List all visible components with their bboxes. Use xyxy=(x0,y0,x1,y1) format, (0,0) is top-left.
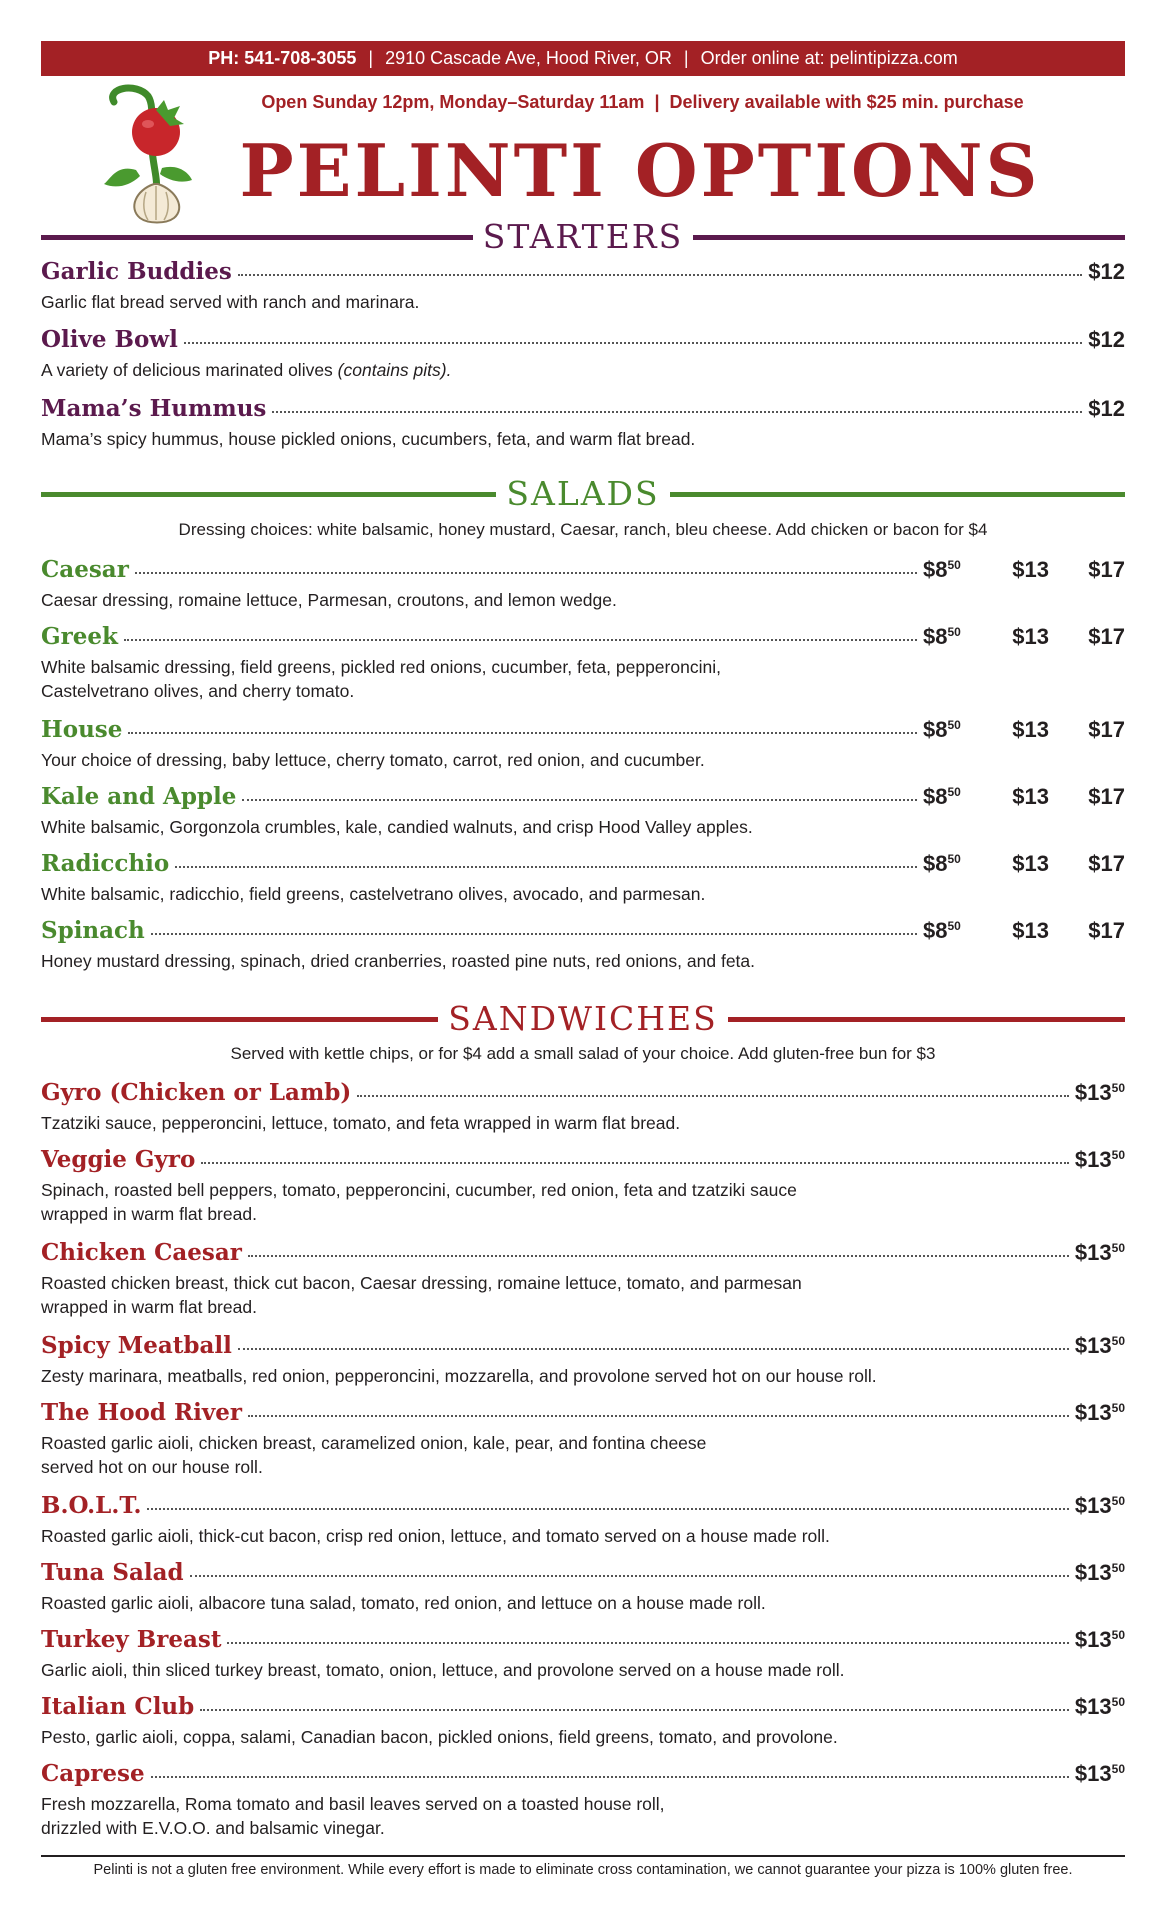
dot-leader xyxy=(124,639,917,641)
item-name: Spinach xyxy=(41,917,145,944)
item-price xyxy=(1075,1627,1125,1653)
price-dollars: $13 xyxy=(1074,1627,1112,1652)
menu-item xyxy=(41,1626,1125,1682)
dot-leader xyxy=(147,1508,1068,1510)
price-dollars: $13 xyxy=(1074,1493,1112,1518)
divider xyxy=(41,235,473,240)
price-large: $17 xyxy=(1088,851,1125,876)
item-name: Gyro (Chicken or Lamb) xyxy=(41,1079,352,1106)
price-dollars: $8 xyxy=(923,851,948,876)
item-name: Caesar xyxy=(41,556,129,583)
item-description-cont: Castelvetrano olives, and cherry tomato. xyxy=(41,681,355,701)
divider xyxy=(670,492,1125,497)
price-large: $17 xyxy=(1088,624,1125,649)
menu-item xyxy=(41,1399,1125,1479)
price-dollars: $13 xyxy=(1074,1400,1112,1425)
delivery-info: Delivery available with $25 min. purchase xyxy=(669,92,1024,112)
salads-heading xyxy=(41,472,1125,516)
menu-item xyxy=(41,716,1125,772)
item-description xyxy=(41,358,1125,382)
price-cents: 50 xyxy=(1111,1561,1125,1575)
item-price: $12 xyxy=(1088,396,1125,421)
item-description-text: A variety of delicious marinated olives xyxy=(41,360,338,380)
price-dollars: $13 xyxy=(1074,1333,1112,1358)
dot-leader xyxy=(242,799,917,801)
divider xyxy=(728,1017,1125,1022)
price-medium: $13 xyxy=(1012,717,1049,742)
price-large: $17 xyxy=(1088,557,1125,582)
item-name: Turkey Breast xyxy=(41,1626,222,1653)
item-name: House xyxy=(41,716,123,743)
dot-leader xyxy=(238,274,1082,276)
item-name: Radicchio xyxy=(41,850,170,877)
price-dollars: $13 xyxy=(1074,1560,1112,1585)
item-description: Roasted garlic aioli, chicken breast, caramelized onion, kale, pear, and fontina cheese xyxy=(41,1433,707,1453)
hours-line xyxy=(160,92,1125,113)
item-description: Your choice of dressing, baby lettuce, cherry tomato, carrot, red onion, and cucumber. xyxy=(41,750,705,770)
dot-leader xyxy=(201,1162,1069,1164)
item-price xyxy=(1075,1400,1125,1426)
item-name: B.O.L.T. xyxy=(41,1492,142,1519)
item-price xyxy=(1075,1761,1125,1787)
price-cents: 50 xyxy=(1111,1401,1125,1415)
price-small xyxy=(923,784,973,810)
divider xyxy=(693,235,1125,240)
section-title: SANDWICHES xyxy=(448,999,718,1038)
section-title: STARTERS xyxy=(482,217,684,256)
dot-leader xyxy=(200,1709,1069,1711)
price-cents: 50 xyxy=(947,625,961,639)
salads-note: Dressing choices: white balsamic, honey mustard, Caesar, ranch, bleu cheese. Add chicken or bacon for $4 xyxy=(178,520,988,539)
item-description: Fresh mozzarella, Roma tomato and basil leaves served on a toasted house roll, xyxy=(41,1794,665,1814)
item-name: Italian Club xyxy=(41,1693,195,1720)
price-cents: 50 xyxy=(1111,1762,1125,1776)
item-description: Spinach, roasted bell peppers, tomato, pepperoncini, cucumber, red onion, feta and tzatziki sauce xyxy=(41,1180,797,1200)
price-small xyxy=(923,557,973,583)
item-description: Garlic aioli, thin sliced turkey breast, tomato, onion, lettuce, and provolone served on a house made roll. xyxy=(41,1660,845,1680)
price-dollars: $8 xyxy=(923,784,948,809)
price-dollars: $13 xyxy=(1074,1694,1112,1719)
menu-item xyxy=(41,1332,1125,1388)
section-title: SALADS xyxy=(506,474,660,513)
menu-item xyxy=(41,783,1125,839)
phone-number[interactable]: PH: 541-708-3055 xyxy=(208,48,357,68)
footer-divider xyxy=(41,1855,1125,1857)
item-price: $12 xyxy=(1088,327,1125,352)
dot-leader xyxy=(248,1255,1069,1257)
price-medium: $13 xyxy=(1012,624,1049,649)
dot-leader xyxy=(151,1776,1069,1778)
price-cents: 50 xyxy=(1111,1628,1125,1642)
item-price xyxy=(1075,1333,1125,1359)
sandwiches-note: Served with kettle chips, or for $4 add a small salad of your choice. Add gluten-free bun for $3 xyxy=(230,1044,936,1063)
item-name: The Hood River xyxy=(41,1399,242,1426)
price-dollars: $8 xyxy=(923,624,948,649)
item-name: Tuna Salad xyxy=(41,1559,184,1586)
dot-leader xyxy=(357,1095,1069,1097)
menu-item xyxy=(41,1146,1125,1226)
price-medium: $13 xyxy=(1012,851,1049,876)
menu-item xyxy=(41,623,1125,703)
dot-leader xyxy=(184,342,1082,344)
item-price xyxy=(1075,1147,1125,1173)
menu-item xyxy=(41,258,1125,314)
item-description: Roasted garlic aioli, thick-cut bacon, crisp red onion, lettuce, and tomato served on a house made roll. xyxy=(41,1526,830,1546)
item-description: Zesty marinara, meatballs, red onion, pepperoncini, mozzarella, and provolone served hot on our house roll. xyxy=(41,1366,877,1386)
item-description: Garlic flat bread served with ranch and marinara. xyxy=(41,292,420,312)
price-dollars: $8 xyxy=(923,557,948,582)
price-cents: 50 xyxy=(947,919,961,933)
price-dollars: $13 xyxy=(1074,1240,1112,1265)
price-cents: 50 xyxy=(1111,1334,1125,1348)
address: 2910 Cascade Ave, Hood River, OR xyxy=(385,48,672,68)
menu-item xyxy=(41,917,1125,973)
item-name: Veggie Gyro xyxy=(41,1146,196,1173)
dot-leader xyxy=(190,1575,1069,1577)
menu-item xyxy=(41,1079,1125,1135)
menu-item xyxy=(41,850,1125,906)
menu-item xyxy=(41,1239,1125,1319)
menu-item xyxy=(41,326,1125,382)
price-dollars: $13 xyxy=(1074,1761,1112,1786)
starters-heading xyxy=(41,215,1125,259)
price-cents: 50 xyxy=(947,718,961,732)
item-description: Roasted garlic aioli, albacore tuna salad, tomato, red onion, and lettuce on a house made roll. xyxy=(41,1593,766,1613)
price-medium: $13 xyxy=(1012,784,1049,809)
item-description: Pesto, garlic aioli, coppa, salami, Canadian bacon, pickled onions, field greens, tomato, and provolone. xyxy=(41,1727,838,1747)
price-dollars: $8 xyxy=(923,918,948,943)
item-name: Chicken Caesar xyxy=(41,1239,242,1266)
separator: | xyxy=(654,92,660,112)
dot-leader xyxy=(248,1415,1069,1417)
order-online-link[interactable]: Order online at: pelintipizza.com xyxy=(700,48,958,68)
contact-bar xyxy=(41,41,1125,76)
separator: | xyxy=(683,48,689,68)
price-cents: 50 xyxy=(1111,1695,1125,1709)
item-price xyxy=(1075,1080,1125,1106)
item-name: Mama’s Hummus xyxy=(41,395,267,422)
menu-item xyxy=(41,1760,1125,1840)
item-name: Olive Bowl xyxy=(41,326,178,353)
price-cents: 50 xyxy=(947,852,961,866)
dot-leader xyxy=(151,933,917,935)
gluten-disclaimer: Pelinti is not a gluten free environment. While every effort is made to eliminate cross contamination, we cannot guarantee your pizza is 100% gluten free. xyxy=(93,1862,1073,1878)
menu-item xyxy=(41,1492,1125,1548)
item-description: White balsamic, Gorgonzola crumbles, kale, candied walnuts, and crisp Hood Valley apples. xyxy=(41,817,753,837)
dot-leader xyxy=(227,1642,1068,1644)
item-price xyxy=(1075,1694,1125,1720)
item-price: $12 xyxy=(1088,259,1125,284)
item-description-note: (contains pits). xyxy=(337,360,452,380)
menu-item xyxy=(41,395,1125,451)
price-dollars: $13 xyxy=(1074,1147,1112,1172)
separator: | xyxy=(368,48,374,68)
price-cents: 50 xyxy=(1111,1081,1125,1095)
price-small xyxy=(923,624,973,650)
menu-item xyxy=(41,556,1125,612)
item-description-cont: drizzled with E.V.O.O. and balsamic vinegar. xyxy=(41,1818,385,1838)
item-description-cont: wrapped in warm flat bread. xyxy=(41,1297,257,1317)
item-name: Caprese xyxy=(41,1760,145,1787)
price-small xyxy=(923,918,973,944)
page-title: PELINTI OPTIONS xyxy=(239,128,1041,213)
item-price xyxy=(1075,1493,1125,1519)
price-medium: $13 xyxy=(1012,557,1049,582)
dot-leader xyxy=(135,572,917,574)
item-price xyxy=(1075,1560,1125,1586)
item-description: Caesar dressing, romaine lettuce, Parmesan, croutons, and lemon wedge. xyxy=(41,590,617,610)
price-medium: $13 xyxy=(1012,918,1049,943)
item-name: Spicy Meatball xyxy=(41,1332,232,1359)
item-description: Roasted chicken breast, thick cut bacon, Caesar dressing, romaine lettuce, tomato, and parmesan xyxy=(41,1273,802,1293)
item-description-cont: served hot on our house roll. xyxy=(41,1457,263,1477)
item-description: Honey mustard dressing, spinach, dried cranberries, roasted pine nuts, red onions, and feta. xyxy=(41,951,756,971)
menu-item xyxy=(41,1559,1125,1615)
divider xyxy=(41,492,496,497)
price-cents: 50 xyxy=(1111,1494,1125,1508)
item-name: Greek xyxy=(41,623,118,650)
price-dollars: $8 xyxy=(923,717,948,742)
price-dollars: $13 xyxy=(1074,1080,1112,1105)
price-large: $17 xyxy=(1088,784,1125,809)
price-small xyxy=(923,851,973,877)
price-cents: 50 xyxy=(947,558,961,572)
dot-leader xyxy=(128,732,917,734)
price-small xyxy=(923,717,973,743)
dot-leader xyxy=(272,411,1082,413)
dot-leader xyxy=(238,1348,1069,1350)
price-large: $17 xyxy=(1088,918,1125,943)
price-cents: 50 xyxy=(1111,1148,1125,1162)
item-description: Tzatziki sauce, pepperoncini, lettuce, tomato, and feta wrapped in warm flat bread. xyxy=(41,1113,681,1133)
item-price xyxy=(1075,1240,1125,1266)
price-large: $17 xyxy=(1088,717,1125,742)
opening-hours: Open Sunday 12pm, Monday–Saturday 11am xyxy=(261,92,645,112)
dot-leader xyxy=(175,866,917,868)
price-cents: 50 xyxy=(947,785,961,799)
item-description: White balsamic dressing, field greens, pickled red onions, cucumber, feta, pepperoncini, xyxy=(41,657,721,677)
sandwiches-heading xyxy=(41,997,1125,1041)
item-description-cont: wrapped in warm flat bread. xyxy=(41,1204,257,1224)
item-name: Garlic Buddies xyxy=(41,258,232,285)
divider xyxy=(41,1017,438,1022)
item-description: White balsamic, radicchio, field greens, castelvetrano olives, avocado, and parmesan. xyxy=(41,884,706,904)
price-cents: 50 xyxy=(1111,1241,1125,1255)
menu-item xyxy=(41,1693,1125,1749)
item-name: Kale and Apple xyxy=(41,783,237,810)
item-description: Mama’s spicy hummus, house pickled onions, cucumbers, feta, and warm flat bread. xyxy=(41,429,696,449)
